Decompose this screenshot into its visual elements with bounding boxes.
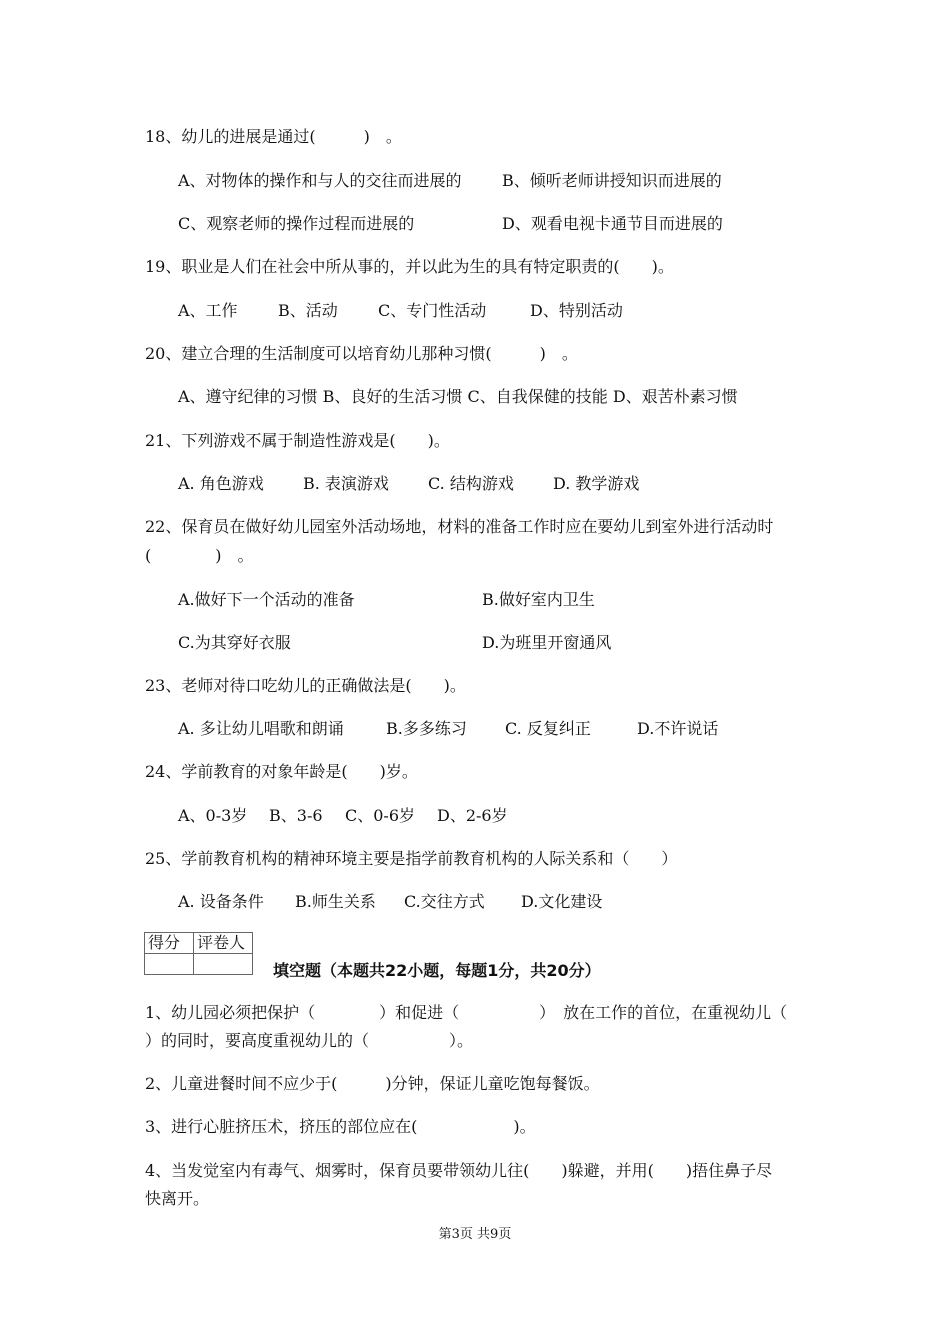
question-22-stem-line1: 22、保育员在做好幼儿园室外活动场地，材料的准备工作时应在要幼儿到室外进行活动时	[145, 517, 774, 536]
question-24-stem: 24、学前教育的对象年龄是( )岁。	[145, 762, 418, 781]
question-24-option-d: D、2-6岁	[437, 806, 508, 825]
question-19-option-c: C、专门性活动	[378, 301, 487, 320]
score-cell	[145, 954, 194, 975]
question-21-option-d: D. 教学游戏	[553, 474, 640, 493]
question-19-stem: 19、职业是人们在社会中所从事的，并以此为生的具有特定职责的( )。	[145, 257, 674, 276]
question-19-option-d: D、特别活动	[530, 301, 623, 320]
fill-1-line1: 1、幼儿园必须把保护（ ）和促进（ ） 放在工作的首位，在重视幼儿（	[145, 1003, 788, 1022]
question-18-stem: 18、幼儿的进展是通过( ) 。	[145, 127, 402, 146]
question-25-stem: 25、学前教育机构的精神环境主要是指学前教育机构的人际关系和（ ）	[145, 849, 678, 868]
fill-2: 2、儿童进餐时间不应少于( )分钟，保证儿童吃饱每餐饭。	[145, 1074, 600, 1093]
question-24-option-a: A、0-3岁	[178, 806, 248, 825]
fill-4-line1: 4、当发觉室内有毒气、烟雾时，保育员要带领幼儿往( )躲避，并用( )捂住鼻子尽	[145, 1161, 773, 1180]
fill-3: 3、进行心脏挤压术，挤压的部位应在( )。	[145, 1117, 536, 1136]
question-20-stem: 20、建立合理的生活制度可以培育幼儿那种习惯( ) 。	[145, 344, 578, 363]
question-22-option-b: B.做好室内卫生	[482, 590, 595, 609]
grader-label: 评卷人	[194, 933, 253, 954]
question-25-option-d: D.文化建设	[521, 892, 603, 911]
score-label: 得分	[145, 933, 194, 954]
question-21-stem: 21、下列游戏不属于制造性游戏是( )。	[145, 431, 450, 450]
grader-cell	[194, 954, 253, 975]
question-23-stem: 23、老师对待口吃幼儿的正确做法是( )。	[145, 676, 466, 695]
question-23-option-c: C. 反复纠正	[505, 719, 591, 738]
fill-4-line2: 快离开。	[145, 1189, 210, 1208]
section-title: 填空题（本题共22小题，每题1分，共20分）	[273, 961, 601, 980]
question-22-stem-line2: ( ) 。	[145, 546, 254, 565]
question-21-option-b: B. 表演游戏	[303, 474, 389, 493]
question-19-option-b: B、活动	[278, 301, 338, 320]
question-18-option-a: A、对物体的操作和与人的交往而进展的	[178, 171, 462, 190]
question-21-option-a: A. 角色游戏	[178, 474, 264, 493]
question-18-option-c: C、观察老师的操作过程而进展的	[178, 214, 415, 233]
question-22-option-c: C.为其穿好衣服	[178, 633, 291, 652]
question-21-option-c: C. 结构游戏	[428, 474, 514, 493]
fill-1-line2: ）的同时，要高度重视幼儿的（ ）。	[145, 1031, 474, 1050]
question-25-option-a: A. 设备条件	[178, 892, 264, 911]
question-25-option-b: B.师生关系	[295, 892, 376, 911]
question-22-option-d: D.为班里开窗通风	[482, 633, 612, 652]
question-20-options: A、遵守纪律的习惯 B、良好的生活习惯 C、自我保健的技能 D、艰苦朴素习惯	[178, 387, 738, 406]
page-footer: 第3页 共9页	[438, 1227, 512, 1242]
question-23-option-b: B.多多练习	[386, 719, 467, 738]
question-24-option-b: B、3-6	[269, 806, 323, 825]
question-18-option-d: D、观看电视卡通节目而进展的	[502, 214, 723, 233]
score-box	[144, 932, 253, 975]
question-23-option-a: A. 多让幼儿唱歌和朗诵	[178, 719, 344, 738]
question-25-option-c: C.交往方式	[404, 892, 485, 911]
question-23-option-d: D.不许说话	[637, 719, 719, 738]
question-19-option-a: A、工作	[178, 301, 238, 320]
question-24-option-c: C、0-6岁	[345, 806, 416, 825]
question-22-option-a: A.做好下一个活动的准备	[178, 590, 355, 609]
question-18-option-b: B、倾听老师讲授知识而进展的	[502, 171, 722, 190]
